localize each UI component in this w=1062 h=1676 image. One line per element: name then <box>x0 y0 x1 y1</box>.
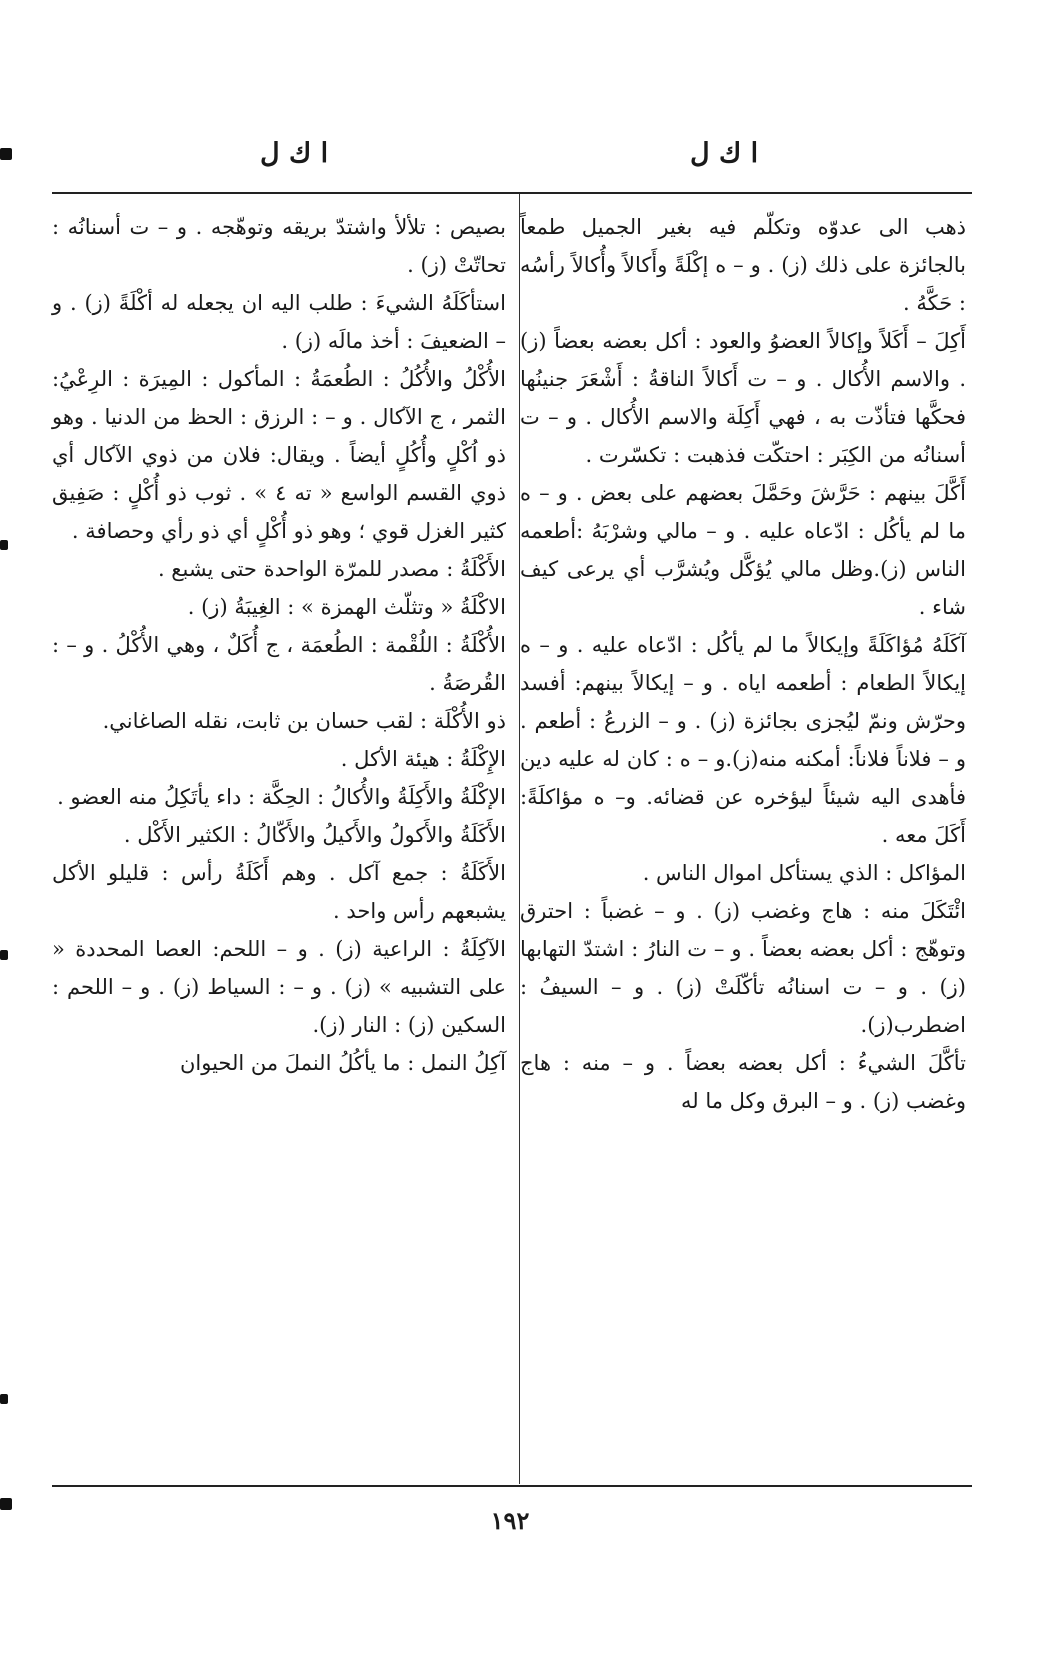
entry-paragraph: ذو الأُكْلَة : لقب حسان بن ثابت، نقله الصاغاني. <box>102 709 506 733</box>
binding-mark <box>0 950 8 960</box>
binding-mark <box>0 1498 12 1510</box>
entry-paragraph: الإكْلَةُ والأَكِلَةُ والأُكالُ : الحِكَّة : داء يأتَكِلُ منه العضو . <box>57 785 506 809</box>
entry-paragraph: الآكِلَةُ : الراعية (ز) . و – اللحم: العصا المحددة « على التشبيه » (ز) . و – : السياط (ز) . و – اللحم : السكين (ز) : النار (ز). <box>52 937 506 1037</box>
entry-paragraph: آكِلُ النمل : ما يأكُلُ النملَ من الحيوان <box>179 1051 506 1075</box>
entry-paragraph: آكَلَهُ مُؤاكَلَةً وإيكالاً ما لم يأكُل : ادّعاه عليه . و – ه إيكالاً الطعام : أطعمه اياه . و – إيكالاً بينهم: أفسد وحرّش ونمّ ليُجزى بجائزة (ز) . و – الزرعُ : أطعم . و – فلاناً فلاناً: أمكنه منه(ز).و – ه : كان له عليه دين فأهدى اليه شيئاً ليؤخره عن قضائه. و– ه مؤاكلَةً: أَكَلَ معه . <box>520 633 966 847</box>
footer-rule <box>52 1485 972 1487</box>
entry-paragraph: أَكَّلَ بينهم : حَرَّشَ وحَمَّلَ بعضهم على بعض . و – ه ما لم يأكُل : ادّعاه عليه . و – مالي وشرْبَهُ :أطعمه الناس (ز).وظل مالي يُؤكَّل ويُشرَّب أي يرعى كيف شاء . <box>520 481 966 619</box>
entry-paragraph: بصيص : تلألأ واشتدّ بريقه وتوهّجه . و – ت أسنانُه : تحاتّتْ (ز) . <box>52 215 506 277</box>
entry-paragraph: الاكْلَةُ « وتثلّث الهمزة » : الغِيبَةُ (ز) . <box>187 595 506 619</box>
entry-paragraph: الإِكْلَةُ : هيئة الأكل . <box>340 747 506 771</box>
entry-paragraph: الأَكَلَةُ والأَكولُ والأَكيلُ والأَكّالُ : الكثير الأَكْل . <box>123 823 506 847</box>
entry-paragraph: الأُكْلَةُ : اللُقْمة : الطُعمَة ، ج أُكَلٌ ، وهي الأُكْلُ . و – : القُرصَةُ . <box>52 633 506 695</box>
left-column <box>52 208 512 1082</box>
entry-paragraph: استأكَلَهُ الشيءَ : طلب اليه ان يجعله له أكْلَةً (ز) . و – الضعيفَ : أخذ مالَه (ز) . <box>52 291 506 353</box>
entry-paragraph: المؤاكل : الذي يستأكل اموال الناس . <box>642 861 966 885</box>
binding-mark <box>0 540 8 550</box>
entry-paragraph: أَكِلَ – أَكَلاً وإكالاً العضوُ والعود : أكل بعضه بعضاً (ز) . والاسم الأُكال . و – ت أَكالاً الناقةُ : أَشْعَرَ جنينُها فحكَّها فتأذّت به ، فهي أَكِلَة والاسم الأُكال . و – ت أسنانُه من الكِبَر : احتكّت فذهبت : تكسّرت . <box>520 329 966 467</box>
entry-paragraph: ائْتَكَلَ منه : هاج وغضب (ز) . و – غضباً : احترق وتوهّج : أكل بعضه بعضاً . و – ت النارُ : اشتدّ التهابها (ز) . و – ت اسنانُه تأكّلَتْ (ز) . و – السيفُ : اضطرب(ز). <box>520 899 966 1037</box>
running-header-right: ا ك ل <box>690 138 759 169</box>
entry-paragraph: الأُكْلُ والأُكُلُ : الطُعمَةُ : المأكول : المِيرَة : الرِعْيُ: الثمر ، ج الآكال . و – : الرزق : الحظ من الدنيا . وهو ذو اُكْلٍ وأُكُلٍ أيضاً . ويقال: فلان من ذوي الآكال أي ذوي القسم الواسع « ته ٤ » . ثوب ذو أُكْلٍ : صَفِيق كثير الغزل قوي ؛ وهو ذو أُكْلٍ أي ذو رأي وحصافة . <box>52 367 506 543</box>
binding-mark <box>0 1394 8 1404</box>
entry-paragraph: الأَكَلَةُ : جمع آكل . وهم أَكَلَةُ رأس : قليلو الأكل يشبعهم رأس واحد . <box>52 861 506 923</box>
header-rule <box>52 192 972 194</box>
entry-paragraph: ذهب الى عدوّه وتكلّم فيه بغير الجميل طمعاً بالجائزة على ذلك (ز) . و – ه إكْلَةً وأَكالاً وأُكالاً رأسُه : حَكَّهُ . <box>520 215 966 315</box>
running-header-left: ا ك ل <box>260 138 329 169</box>
entry-paragraph: تأكَّلَ الشيءُ : أكل بعضه بعضاً . و – منه : هاج وغضب (ز) . و – البرق وكل ما له <box>520 1051 966 1113</box>
entry-paragraph: الأَكْلَةُ : مصدر للمرّة الواحدة حتى يشبع . <box>157 557 506 581</box>
page-number: ١٩٢ <box>490 1506 530 1535</box>
binding-mark <box>0 148 12 160</box>
right-column <box>520 208 972 1120</box>
